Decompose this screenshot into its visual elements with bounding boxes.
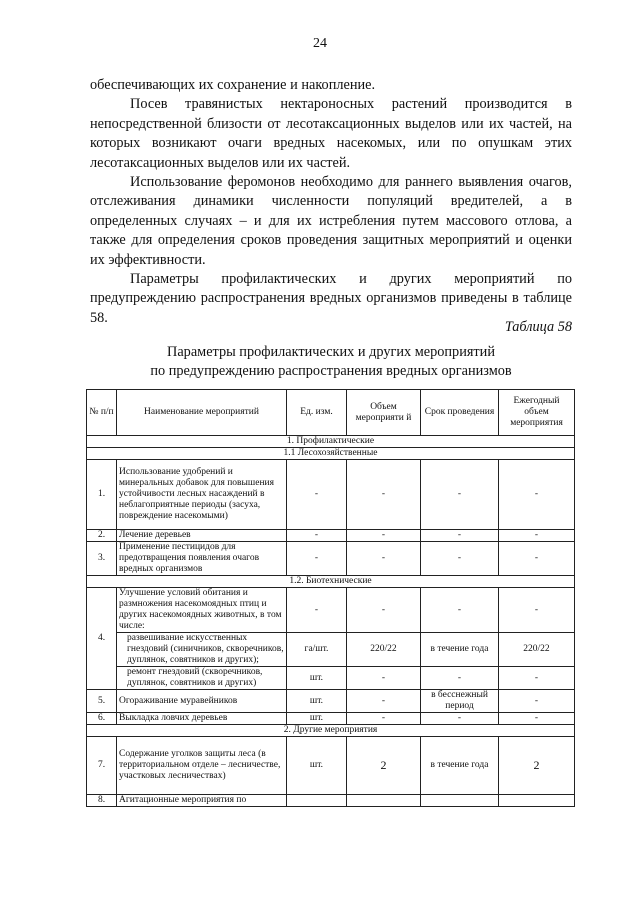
row-annual: - bbox=[499, 667, 575, 690]
section-label: 1.1 Лесохозяйственные bbox=[87, 448, 575, 460]
row-name: ремонт гнездовий (скворечников, дуплянок, совятников и других) bbox=[117, 667, 287, 690]
row-term: в течение года bbox=[421, 633, 499, 667]
row-name: Огораживание муравейников bbox=[117, 690, 287, 713]
row-volume: - bbox=[347, 667, 421, 690]
row-term: в течение года bbox=[421, 737, 499, 795]
body-text bbox=[90, 76, 572, 328]
row-annual: 220/22 bbox=[499, 633, 575, 667]
row-num: 3. bbox=[87, 542, 117, 576]
row-unit: га/шт. bbox=[287, 633, 347, 667]
row-annual: - bbox=[499, 542, 575, 576]
table-row bbox=[87, 795, 575, 807]
table-row bbox=[87, 690, 575, 713]
row-unit: шт. bbox=[287, 667, 347, 690]
row-annual: 2 bbox=[499, 737, 575, 795]
row-volume: 2 bbox=[347, 737, 421, 795]
row-volume bbox=[347, 795, 421, 807]
row-unit: - bbox=[287, 530, 347, 542]
header-annual: Ежегодный объем мероприятия bbox=[499, 390, 575, 436]
row-term: в бесснежный период bbox=[421, 690, 499, 713]
row-term: - bbox=[421, 713, 499, 725]
row-term: - bbox=[421, 530, 499, 542]
header-name: Наименование мероприятий bbox=[117, 390, 287, 436]
page-number: 24 bbox=[313, 36, 327, 51]
row-name: Выкладка ловчих деревьев bbox=[117, 713, 287, 725]
row-name: Применение пестицидов для предотвращения появления очагов вредных организмов bbox=[117, 542, 287, 576]
row-volume: - bbox=[347, 530, 421, 542]
row-term: - bbox=[421, 542, 499, 576]
row-volume: - bbox=[347, 713, 421, 725]
row-term: - bbox=[421, 588, 499, 633]
row-num: 6. bbox=[87, 713, 117, 725]
section-row bbox=[87, 436, 575, 448]
row-annual: - bbox=[499, 460, 575, 530]
table-row bbox=[87, 542, 575, 576]
section-row bbox=[87, 725, 575, 737]
row-num: 1. bbox=[87, 460, 117, 530]
section-row bbox=[87, 448, 575, 460]
table-title bbox=[90, 343, 572, 381]
header-num: № п/п bbox=[87, 390, 117, 436]
row-unit bbox=[287, 795, 347, 807]
table-row bbox=[87, 530, 575, 542]
row-annual bbox=[499, 795, 575, 807]
table-row bbox=[87, 737, 575, 795]
paragraph: Посев травянистых нектароносных растений производится в непосредственной близости от лесотаксационных выделов или их частей, на которых возникают очаги вредных насекомых, или по опушкам этих лесотаксационных выделов или их частей. bbox=[90, 96, 572, 171]
table-caption: Таблица 58 bbox=[504, 319, 572, 335]
row-name: Лечение деревьев bbox=[117, 530, 287, 542]
section-label: 1. Профилактические bbox=[87, 436, 575, 448]
section-label: 1.2. Биотехнические bbox=[87, 576, 575, 588]
row-unit: шт. bbox=[287, 690, 347, 713]
row-name: Агитационные мероприятия по bbox=[117, 795, 287, 807]
row-name: развешивание искусственных гнездовий (синичников, скворечников, дуплянок, совятников и других); bbox=[117, 633, 287, 667]
header-unit: Ед. изм. bbox=[287, 390, 347, 436]
row-num: 2. bbox=[87, 530, 117, 542]
section-row bbox=[87, 576, 575, 588]
table-row bbox=[87, 460, 575, 530]
row-annual: - bbox=[499, 530, 575, 542]
row-unit: шт. bbox=[287, 737, 347, 795]
header-volume: Объем мероприяти й bbox=[347, 390, 421, 436]
row-annual: - bbox=[499, 690, 575, 713]
table-row bbox=[87, 588, 575, 633]
header-term: Срок проведения bbox=[421, 390, 499, 436]
table-row bbox=[87, 713, 575, 725]
table-row bbox=[87, 667, 575, 690]
row-name: Содержание уголков защиты леса (в территориальном отделе – лесничестве, участковых лесничествах) bbox=[117, 737, 287, 795]
row-unit: - bbox=[287, 460, 347, 530]
table-title-line: по предупреждению распространения вредных организмов bbox=[150, 363, 512, 379]
row-volume: - bbox=[347, 542, 421, 576]
table-title-line: Параметры профилактических и других мероприятий bbox=[167, 344, 495, 360]
row-unit: - bbox=[287, 588, 347, 633]
row-term bbox=[421, 795, 499, 807]
paragraph: обеспечивающих их сохранение и накопление. bbox=[90, 77, 376, 93]
row-name: Улучшение условий обитания и размножения насекомоядных птиц и других насекомоядных животных, в том числе: bbox=[117, 588, 287, 633]
row-annual: - bbox=[499, 713, 575, 725]
row-volume: 220/22 bbox=[347, 633, 421, 667]
row-annual: - bbox=[499, 588, 575, 633]
row-volume: - bbox=[347, 690, 421, 713]
table-header-row bbox=[87, 390, 575, 436]
row-volume: - bbox=[347, 588, 421, 633]
row-name: Использование удобрений и минеральных добавок для повышения устойчивости лесных насаждений в неблагоприятные периоды (засуха, повреждение насекомыми) bbox=[117, 460, 287, 530]
paragraph: Использование феромонов необходимо для раннего выявления очагов, отслеживания динамики численности популяций вредителей, а в определенных случаях – и для их истребления путем массового отлова, а также для определения сроков проведения защитных мероприятий и оценки их эффективности. bbox=[90, 174, 572, 268]
table-row bbox=[87, 633, 575, 667]
paragraph: Параметры профилактических и других мероприятий по предупреждению распространения вредных организмов приведены в таблице 58. bbox=[90, 271, 572, 326]
row-unit: шт. bbox=[287, 713, 347, 725]
measures-table bbox=[86, 389, 575, 807]
row-num: 5. bbox=[87, 690, 117, 713]
row-term: - bbox=[421, 460, 499, 530]
section-label: 2. Другие мероприятия bbox=[87, 725, 575, 737]
row-unit: - bbox=[287, 542, 347, 576]
row-num: 8. bbox=[87, 795, 117, 807]
row-num: 4. bbox=[87, 588, 117, 690]
row-term: - bbox=[421, 667, 499, 690]
row-volume: - bbox=[347, 460, 421, 530]
row-num: 7. bbox=[87, 737, 117, 795]
